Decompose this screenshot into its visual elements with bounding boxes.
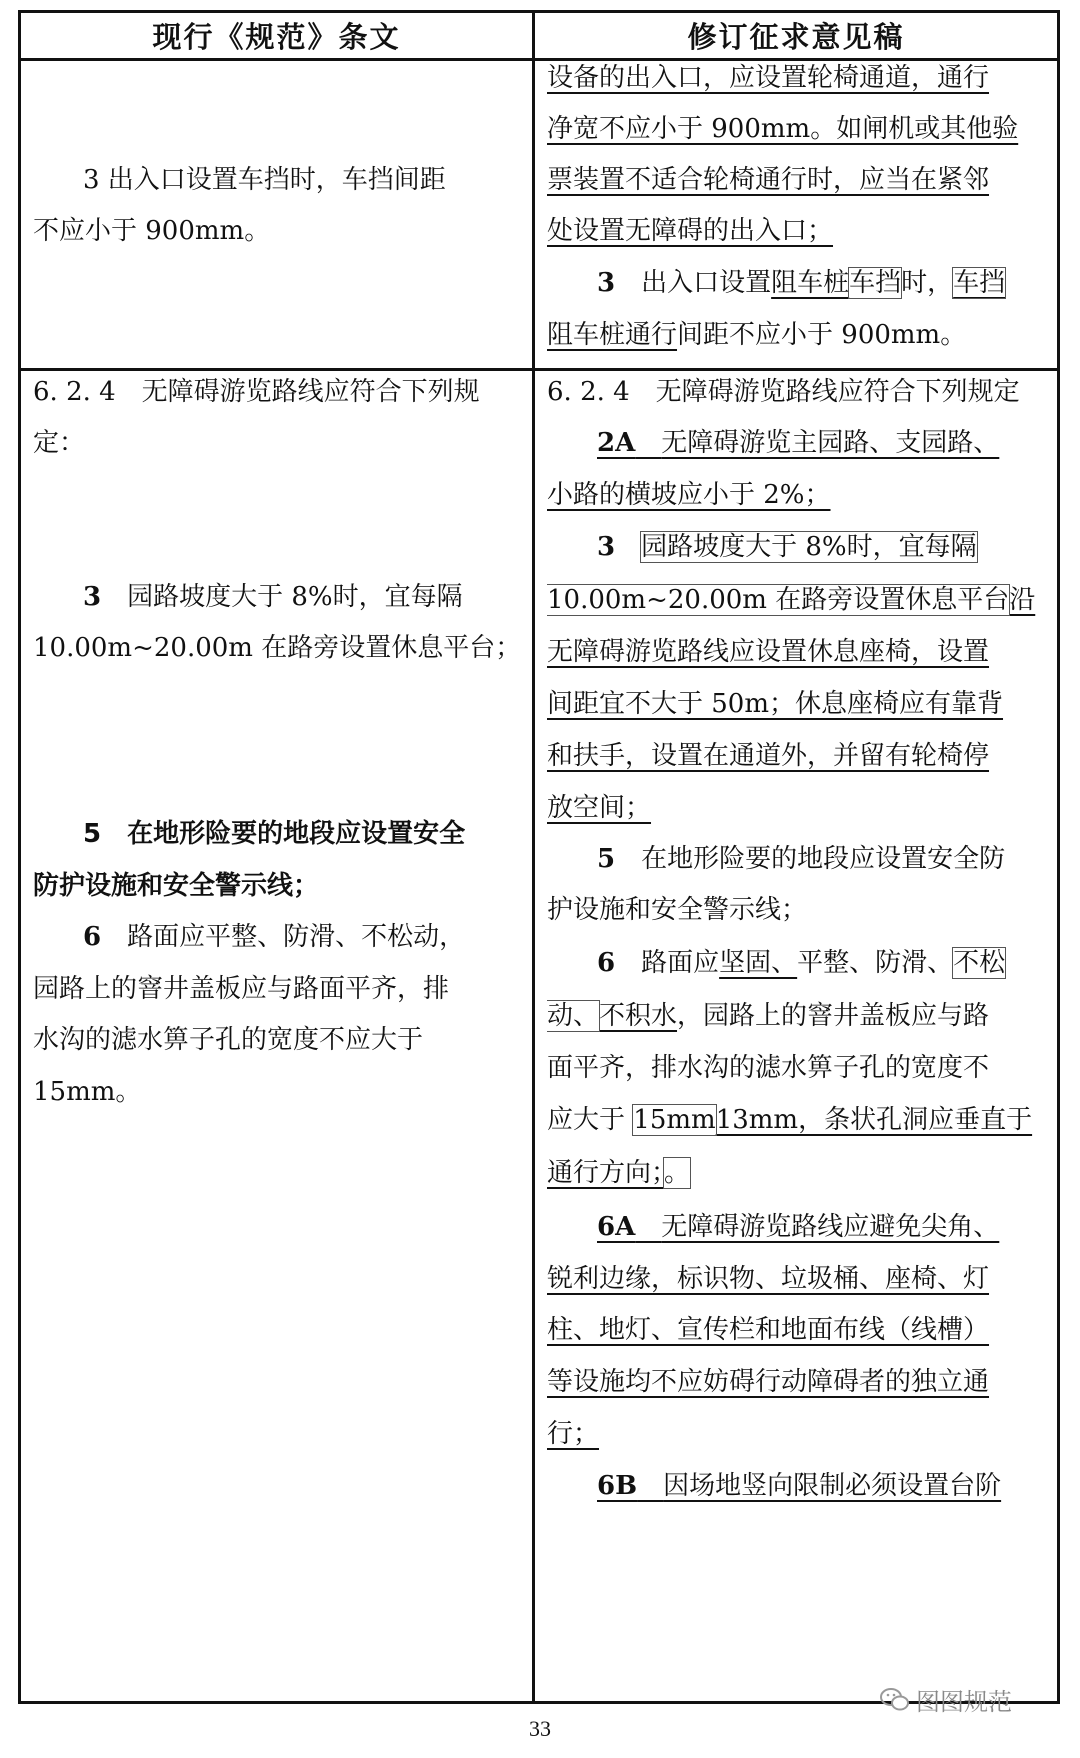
wechat-icon	[880, 1687, 910, 1713]
row1-right-line4: 处设置无障碍的出入口；	[547, 216, 834, 246]
page-number: 33	[529, 1716, 551, 1741]
row2-right-line2: 2A 无障碍游览主园路、支园路、	[597, 428, 1000, 458]
row2-right-line3: 小路的横坡应小于 2%；	[547, 480, 831, 510]
row2-right-line8: 和扶手，设置在通道外，并留有轮椅停	[547, 741, 990, 771]
row2-right-line15: 应大于 15mm13mm，条状孔洞应垂直于	[547, 1105, 1033, 1135]
row2-left-line9: 水沟的滤水箅子孔的宽度不应大于	[33, 1025, 424, 1055]
row2-right-line18: 锐利边缘，标识物、垃圾桶、座椅、灯	[547, 1264, 990, 1294]
row-divider	[21, 368, 1057, 371]
row2-left-line3: 3 园路坡度大于 8%时，宜每隔	[83, 582, 463, 612]
row2-right-line17: 6A 无障碍游览路线应避免尖角、	[597, 1212, 1000, 1242]
header-revised-draft: 修订征求意见稿	[687, 20, 905, 54]
watermark-text: 图图规范	[916, 1688, 1012, 1716]
row2-right-line12: 6 路面应坚固、平整、防滑、不松	[597, 948, 1006, 978]
row2-right-line5: 10.00m~20.00m 在路旁设置休息平台沿	[547, 585, 1036, 615]
row1-left-line2: 不应小于 900mm。	[33, 216, 271, 246]
row2-left-line6: 防护设施和安全警示线；	[33, 871, 320, 901]
row2-left-line7: 6 路面应平整、防滑、不松动，	[83, 922, 466, 952]
row2-right-line1: 6. 2. 4 无障碍游览路线应符合下列规定	[547, 377, 1020, 407]
row1-right-line1: 设备的出入口，应设置轮椅通道，通行	[547, 63, 990, 93]
row2-right-line22: 6B 因场地竖向限制必须设置台阶	[597, 1471, 1002, 1501]
row2-left-line1: 6. 2. 4 无障碍游览路线应符合下列规	[33, 377, 480, 407]
comparison-table	[18, 10, 1060, 1704]
row1-right-line6: 阻车桩通行间距不应小于 900mm。	[547, 320, 967, 350]
row2-right-line11: 护设施和安全警示线；	[547, 895, 808, 925]
row1-left-line1: 3 出入口设置车挡时，车挡间距	[83, 165, 446, 195]
row2-right-line6: 无障碍游览路线应设置休息座椅，设置	[547, 637, 990, 667]
row2-right-line21: 行；	[547, 1419, 600, 1449]
row2-right-line14: 面平齐，排水沟的滤水箅子孔的宽度不	[547, 1053, 990, 1083]
row2-left-line5: 5 在地形险要的地段应设置安全	[83, 819, 466, 849]
row2-right-line20: 等设施均不应妨碍行动障碍者的独立通	[547, 1367, 990, 1397]
column-divider	[532, 13, 535, 1701]
row1-right-line3: 票装置不适合轮椅通行时，应当在紧邻	[547, 165, 990, 195]
header-current-spec: 现行《规范》条文	[152, 20, 401, 54]
row1-right-line5: 3 出入口设置阻车桩车挡时，车挡	[597, 268, 1006, 298]
row2-right-line13: 动、不积水，园路上的窨井盖板应与路	[547, 1001, 990, 1031]
row2-right-line7: 间距宜不大于 50m；休息座椅应有靠背	[547, 689, 1004, 719]
watermark	[880, 1682, 1012, 1717]
row2-left-line2: 定：	[33, 428, 86, 458]
row2-left-line10: 15mm。	[33, 1077, 142, 1107]
row2-right-line9: 放空间；	[547, 793, 652, 823]
row2-left-line4: 10.00m~20.00m 在路旁设置休息平台；	[33, 633, 522, 663]
row2-right-line10: 5 在地形险要的地段应设置安全防	[597, 844, 1006, 874]
row2-right-line16: 通行方向；。	[547, 1158, 691, 1188]
row2-right-line4: 3 园路坡度大于 8%时，宜每隔	[597, 532, 977, 562]
row2-right-line19: 柱、地灯、宣传栏和地面布线（线槽）	[547, 1315, 990, 1345]
row2-left-line8: 园路上的窨井盖板应与路面平齐，排	[33, 974, 450, 1004]
row1-right-line2: 净宽不应小于 900mm。如闸机或其他验	[547, 114, 1019, 144]
